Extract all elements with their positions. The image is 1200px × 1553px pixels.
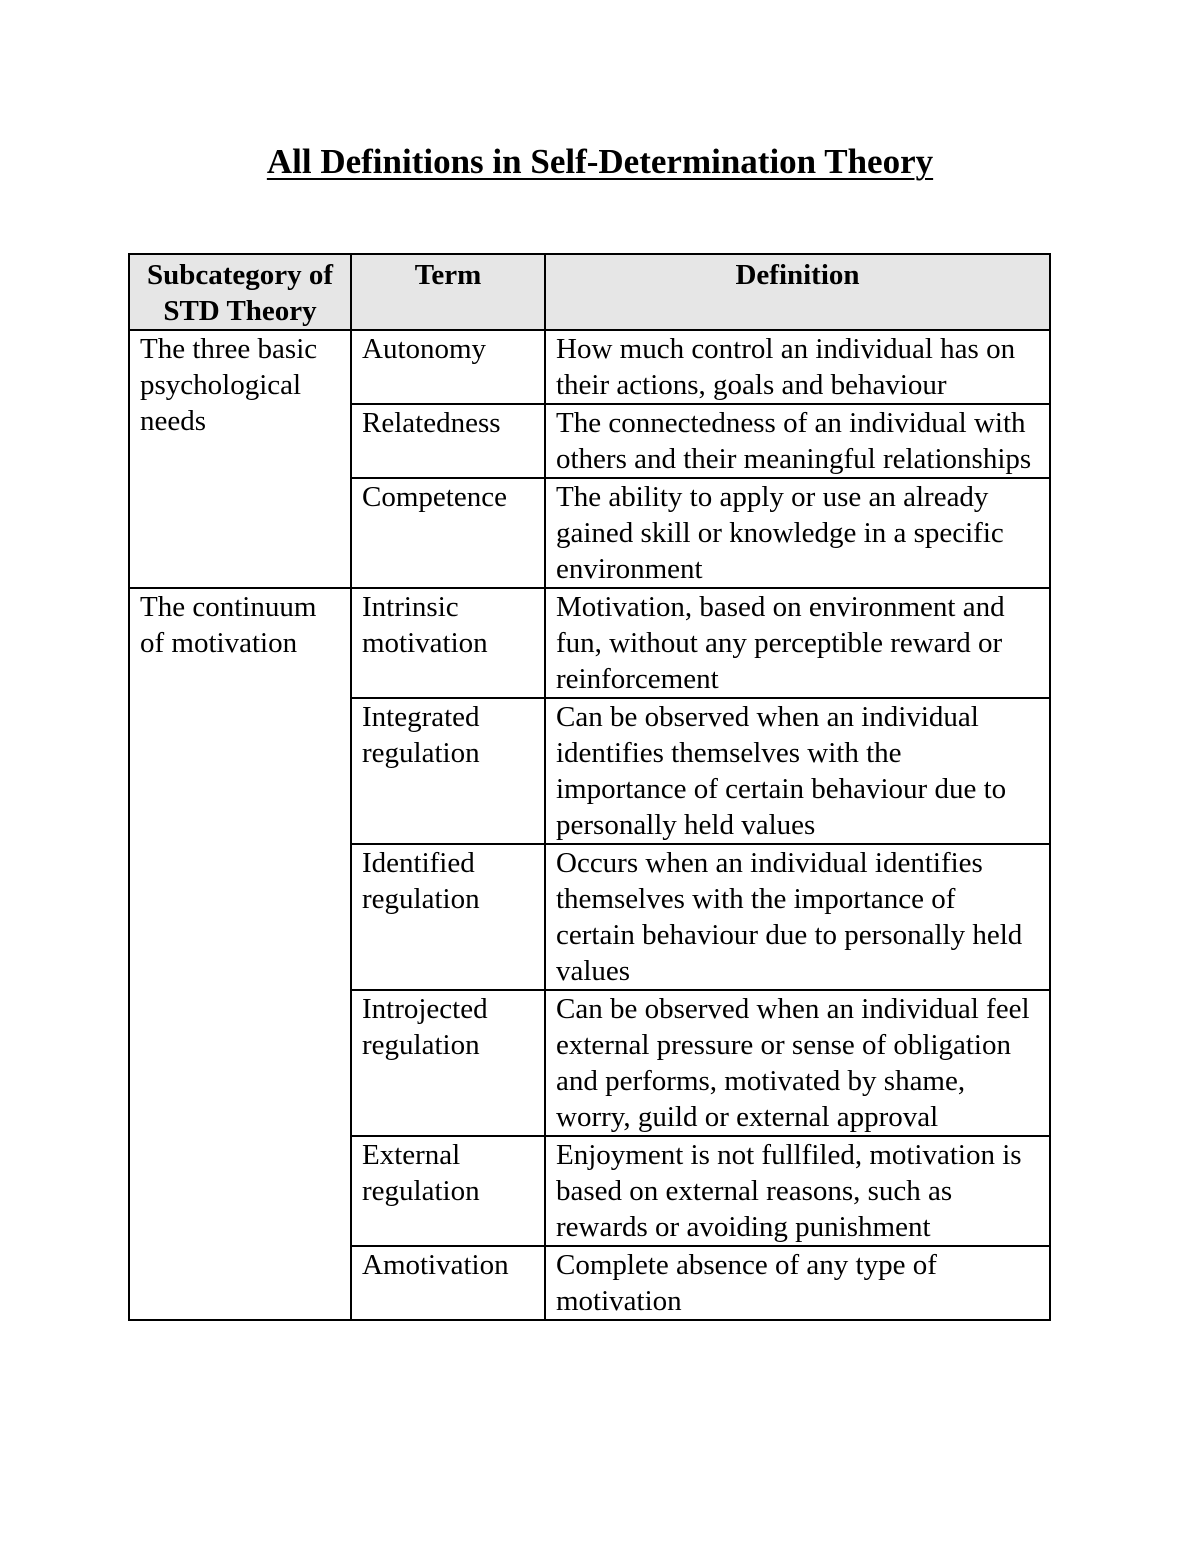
term-cell: Identified regulation [351, 844, 545, 990]
term-cell: Autonomy [351, 330, 545, 404]
table-header-row [129, 254, 1050, 330]
header-subcategory: Subcategory of STD Theory [129, 254, 351, 330]
definition-cell: The ability to apply or use an already gained skill or knowledge in a specific environment [545, 478, 1050, 588]
definition-cell: Enjoyment is not fullfiled, motivation is based on external reasons, such as rewards or avoiding punishment [545, 1136, 1050, 1246]
header-definition: Definition [545, 254, 1050, 330]
term-cell: Intrinsic motivation [351, 588, 545, 698]
definitions-table [128, 253, 1051, 1321]
subcategory-cell: The continuum of motivation [129, 588, 351, 1320]
definition-cell: Can be observed when an individual identifies themselves with the importance of certain behaviour due to personally held values [545, 698, 1050, 844]
definition-cell: Motivation, based on environment and fun, without any perceptible reward or reinforcement [545, 588, 1050, 698]
header-term: Term [351, 254, 545, 330]
term-cell: External regulation [351, 1136, 545, 1246]
term-cell: Competence [351, 478, 545, 588]
table-row [129, 588, 1050, 698]
definition-cell: How much control an individual has on their actions, goals and behaviour [545, 330, 1050, 404]
subcategory-cell: The three basic psychological needs [129, 330, 351, 588]
table-row [129, 330, 1050, 404]
definition-cell: Occurs when an individual identifies themselves with the importance of certain behaviour due to personally held values [545, 844, 1050, 990]
document-title: All Definitions in Self-Determination Theory [266, 142, 934, 181]
term-cell: Integrated regulation [351, 698, 545, 844]
term-cell: Relatedness [351, 404, 545, 478]
definition-cell: Complete absence of any type of motivation [545, 1246, 1050, 1320]
definition-cell: The connectedness of an individual with others and their meaningful relationships [545, 404, 1050, 478]
term-cell: Introjected regulation [351, 990, 545, 1136]
term-cell: Amotivation [351, 1246, 545, 1320]
definition-cell: Can be observed when an individual feel external pressure or sense of obligation and performs, motivated by shame, worry, guild or external approval [545, 990, 1050, 1136]
